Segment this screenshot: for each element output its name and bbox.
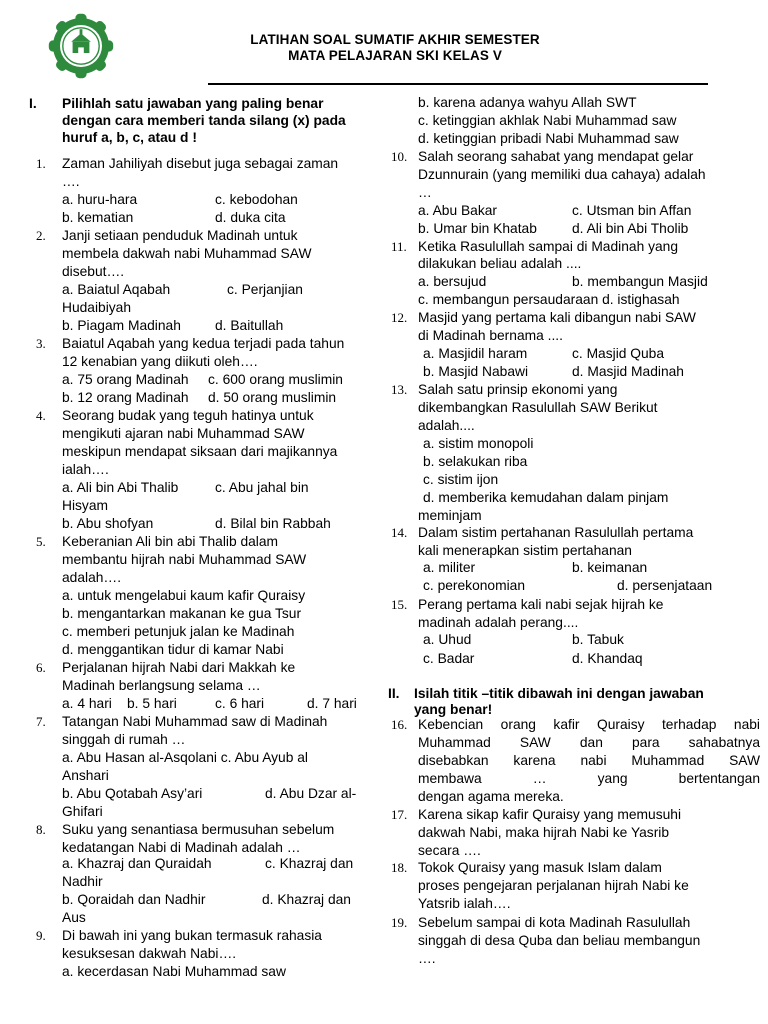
option-d-cont: meminjam [418, 508, 482, 523]
option-c: c. Badar [423, 651, 475, 666]
question-text: …. [62, 174, 80, 189]
question-text: Perjalanan hijrah Nabi dari Makkah ke [62, 660, 296, 675]
question-text: kesuksesan dakwah Nabi…. [62, 946, 237, 961]
question-text: Karena sikap kafir Quraisy yang memusuhi [418, 807, 682, 822]
option-b: b. kematian [62, 210, 134, 225]
question-text: mengikuti ajaran nabi Muhammad SAW [62, 426, 305, 441]
option-d: d. memberika kemudahan dalam pinjam [423, 490, 669, 505]
option-a: a. Uhud [423, 632, 472, 647]
question-number: 14. [391, 525, 408, 540]
question-text: Zaman Jahiliyah disebut juga sebagai zaman [62, 156, 339, 171]
question-text: proses pengejaran perjalanan hijrah Nabi ke [418, 878, 689, 893]
option-d-cont: Aus [62, 910, 86, 925]
section2-number: II. [388, 686, 400, 701]
option-c: c. Utsman bin Affan [572, 203, 692, 218]
question-text: adalah.... [418, 418, 475, 433]
question-number: 17. [391, 807, 408, 822]
option-c: c. Khazraj dan [265, 856, 354, 871]
question-number: 13. [391, 382, 408, 397]
question-text: Tokok Quraisy yang masuk Islam dalam [418, 860, 662, 875]
question-text: Seorang budak yang teguh hatinya untuk [62, 408, 314, 423]
question-text: Keberanian Ali bin abi Thalib dalam [62, 534, 279, 549]
option-d: d. Abu Dzar al- [265, 786, 357, 801]
option-b: b. Abu shofyan [62, 516, 154, 531]
question-text: dakwah Nabi, maka hijrah Nabi ke Yasrib [418, 825, 670, 840]
question-text: membela dakwah nabi Muhammad SAW [62, 246, 312, 261]
question-number: 12. [391, 310, 408, 325]
option-c: c. Masjid Quba [572, 346, 665, 361]
option-a: a. 4 hari [62, 696, 112, 711]
option-c-d: c. membangun persaudaraan d. istighasah [418, 292, 680, 307]
option-c-cont: Nadhir [62, 874, 103, 889]
option-b: b. Tabuk [572, 632, 624, 647]
question-text: dilakukan beliau adalah .... [418, 256, 582, 271]
question-number: 18. [391, 860, 408, 875]
question-number: 15. [391, 597, 408, 612]
option-a: a. untuk mengelabui kaum kafir Quraisy [62, 588, 306, 603]
question-text: membawa … yang bertentangan [418, 771, 760, 786]
question-text: Salah seorang sahabat yang mendapat gelar [418, 149, 694, 164]
option-d: d. Baitullah [215, 318, 284, 333]
question-text: disebabkan karena nabi Muhammad SAW [418, 753, 760, 768]
question-number: 16. [391, 717, 408, 732]
question-text: Perang pertama kali nabi sejak hijrah ke [418, 597, 664, 612]
option-d: d. Masjid Madinah [572, 364, 684, 379]
option-d: d. Khandaq [572, 651, 643, 666]
option-c: c. Abu jahal bin [215, 480, 309, 495]
option-b: b. mengantarkan makanan ke gua Tsur [62, 606, 302, 621]
option-c: c. perekonomian [423, 578, 526, 593]
option-d: d. 50 orang muslimin [208, 390, 337, 405]
option-b: b. Masjid Nabawi [423, 364, 529, 379]
option-a: a. bersujud [418, 274, 487, 289]
option-b: b. 12 orang Madinah [62, 390, 189, 405]
question-text: dengan agama mereka. [418, 789, 564, 804]
option-a: a. Masjidil haram [423, 346, 528, 361]
option-d: d. ketinggian pribadi Nabi Muhammad saw [418, 131, 679, 146]
question-number: 1. [36, 156, 46, 171]
question-text: adalah…. [62, 570, 122, 585]
question-text: Di bawah ini yang bukan termasuk rahasia [62, 928, 322, 943]
option-b: b. selakukan riba [423, 454, 528, 469]
question-text: singgah di rumah … [62, 732, 186, 747]
question-text: … [418, 185, 432, 200]
question-text: Salah satu prinsip ekonomi yang [418, 382, 618, 397]
option-d: d. Ali bin Abi Tholib [572, 221, 689, 236]
question-text: di Madinah bernama .... [418, 328, 563, 343]
option-c: c. kebodohan [215, 192, 298, 207]
option-d-cont: Ghifari [62, 804, 103, 819]
question-text: membantu hijrah nabi Muhammad SAW [62, 552, 307, 567]
header-rule [208, 83, 708, 85]
question-text: kali menerapkan sistim pertahanan [418, 543, 632, 558]
option-d: d. persenjataan [617, 578, 713, 593]
question-number: 10. [391, 149, 408, 164]
question-text: Sebelum sampai di kota Madinah Rasulullah [418, 915, 691, 930]
question-text: Yatsrib ialah…. [418, 896, 511, 911]
question-text: Suku yang senantiasa bermusuhan sebelum [62, 822, 335, 837]
question-number: 11. [391, 239, 407, 254]
option-a: a. Ali bin Abi Thalib [62, 480, 179, 495]
option-d: d. 7 hari [307, 696, 357, 711]
question-text: meskipun mendapat siksaan dari majikannya [62, 444, 338, 459]
question-text: disebut…. [62, 264, 125, 279]
header-subtitle: MATA PELAJARAN SKI KELAS V [288, 48, 502, 63]
option-d: d. menggantikan tidur di kamar Nabi [62, 642, 284, 657]
question-number: 19. [391, 915, 408, 930]
option-c: c. sistim ijon [423, 472, 499, 487]
question-number: 5. [36, 534, 46, 549]
option-a-c: a. Abu Hasan al-Asqolani c. Abu Ayub al [62, 750, 308, 765]
option-b: b. keimanan [572, 560, 648, 575]
option-d: d. duka cita [215, 210, 286, 225]
option-b: b. karena adanya wahyu Allah SWT [418, 95, 637, 110]
section1-number: I. [29, 96, 37, 111]
option-a: a. kecerdasan Nabi Muhammad saw [62, 964, 286, 979]
question-text: Dzunnurain (yang memiliki dua cahaya) adalah [418, 167, 706, 182]
section1-line2: dengan cara memberi tanda silang (x) pada [62, 113, 346, 128]
question-text: Baiatul Aqabah yang kedua terjadi pada tahun [62, 336, 345, 351]
question-text: kedatangan Nabi di Madinah adalah … [62, 840, 301, 855]
question-text: Tatangan Nabi Muhammad saw di Madinah [62, 714, 328, 729]
option-d: d. Bilal bin Rabbah [215, 516, 331, 531]
option-a: a. militer [423, 560, 476, 575]
question-text: singgah di desa Quba dan beliau membangun [418, 933, 701, 948]
question-text: dikembangkan Rasulullah SAW Berikut [418, 400, 658, 415]
option-c: c. 6 hari [215, 696, 265, 711]
question-text: 12 kenabian yang diikuti oleh…. [62, 354, 258, 369]
question-text: ialah…. [62, 462, 109, 477]
section2-line1: Isilah titik –titik dibawah ini dengan jawaban [414, 686, 704, 701]
option-a: a. 75 orang Madinah [62, 372, 189, 387]
question-number: 9. [36, 928, 46, 943]
option-c-cont: Hisyam [62, 498, 108, 513]
option-a: a. Khazraj dan Quraidah [62, 856, 212, 871]
question-text: Ketika Rasulullah sampai di Madinah yang [418, 239, 678, 254]
option-c-cont: Hudaibiyah [62, 300, 132, 315]
section1-line3: huruf a, b, c, atau d ! [62, 130, 197, 145]
question-text: Kebencian orang kafir Quraisy terhadap nabi [418, 717, 760, 732]
question-text: Madinah berlangsung selama … [62, 678, 261, 693]
question-text: Muhammad SAW dan para sahabatnya [418, 735, 760, 750]
question-text: Masjid yang pertama kali dibangun nabi SAW [418, 310, 696, 325]
option-b: b. Umar bin Khatab [418, 221, 537, 236]
school-logo [46, 11, 116, 81]
option-c: c. 600 orang muslimin [208, 372, 343, 387]
section1-line1: Pilihlah satu jawaban yang paling benar [62, 96, 324, 111]
option-c: c. Perjanjian [227, 282, 303, 297]
question-number: 3. [36, 336, 46, 351]
section2-line2: yang benar! [414, 702, 493, 717]
option-b: b. membangun Masjid [572, 274, 708, 289]
header-title: LATIHAN SOAL SUMATIF AKHIR SEMESTER [250, 32, 540, 47]
option-d: d. Khazraj dan [262, 892, 351, 907]
option-b: b. Piagam Madinah [62, 318, 181, 333]
question-number: 8. [36, 822, 46, 837]
option-a: a. sistim monopoli [423, 436, 534, 451]
option-a: a. Baiatul Aqabah [62, 282, 171, 297]
question-text: secara …. [418, 843, 481, 858]
question-number: 6. [36, 660, 46, 675]
option-a: a. huru-hara [62, 192, 138, 207]
question-number: 7. [36, 714, 46, 729]
question-number: 2. [36, 228, 46, 243]
option-a: a. Abu Bakar [418, 203, 498, 218]
option-c: c. ketinggian akhlak Nabi Muhammad saw [418, 113, 677, 128]
question-text: …. [418, 951, 436, 966]
option-b: b. 5 hari [127, 696, 177, 711]
question-number: 4. [36, 408, 46, 423]
option-b: b. Abu Qotabah Asy’ari [62, 786, 203, 801]
question-text: Janji setiaan penduduk Madinah untuk [62, 228, 298, 243]
option-c: c. memberi petunjuk jalan ke Madinah [62, 624, 295, 639]
question-text: Dalam sistim pertahanan Rasulullah pertama [418, 525, 694, 540]
option-b: b. Qoraidah dan Nadhir [62, 892, 206, 907]
question-text: madinah adalah perang.... [418, 615, 579, 630]
option-c-cont: Anshari [62, 768, 109, 783]
